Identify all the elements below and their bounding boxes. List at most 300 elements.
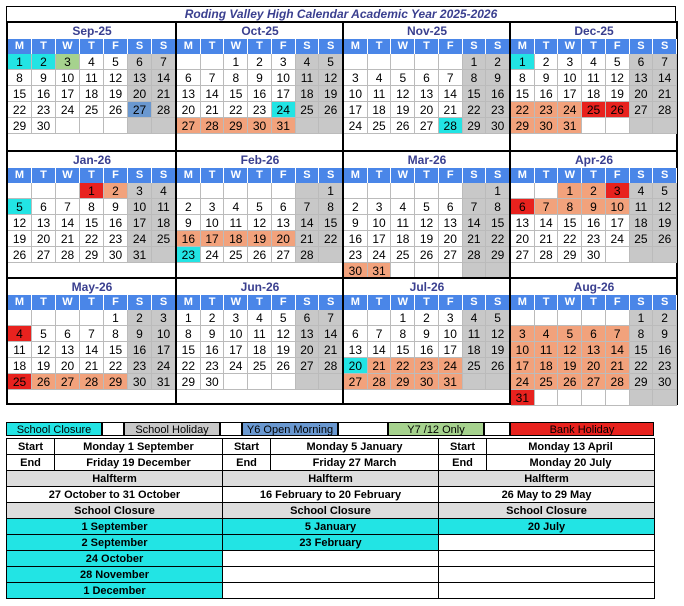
empty-day-cell bbox=[272, 374, 296, 390]
weekday-label: W bbox=[56, 39, 80, 54]
day-cell: 24 bbox=[201, 247, 225, 263]
day-cell: 15 bbox=[104, 342, 128, 358]
day-cell: 7 bbox=[535, 199, 559, 215]
day-cell: 26 bbox=[8, 247, 32, 263]
start-label: Start bbox=[7, 439, 55, 455]
weekday-label: T bbox=[368, 39, 392, 54]
day-cell: 18 bbox=[368, 102, 392, 118]
weekday-label: M bbox=[511, 39, 535, 54]
day-cell: 3 bbox=[201, 199, 225, 215]
empty-day-cell bbox=[558, 310, 582, 326]
day-cell: 31 bbox=[439, 374, 463, 390]
empty-cell bbox=[223, 567, 439, 583]
day-cell: 12 bbox=[104, 70, 128, 86]
day-cell: 10 bbox=[439, 326, 463, 342]
day-cell: 21 bbox=[439, 102, 463, 118]
day-cell: 23 bbox=[582, 231, 606, 247]
day-cell: 25 bbox=[80, 102, 104, 118]
day-cell: 11 bbox=[391, 215, 415, 231]
month-name: May-26 bbox=[71, 280, 113, 294]
empty-day-cell bbox=[558, 390, 582, 406]
day-cell: 24 bbox=[56, 102, 80, 118]
day-cell: 20 bbox=[439, 231, 463, 247]
day-cell: 10 bbox=[56, 70, 80, 86]
weekday-label: M bbox=[511, 168, 535, 183]
weekday-label: T bbox=[415, 168, 439, 183]
day-cell: 22 bbox=[8, 102, 32, 118]
day-cell: 8 bbox=[486, 199, 510, 215]
empty-day-cell bbox=[535, 310, 559, 326]
empty-day-cell bbox=[296, 118, 320, 134]
day-cell: 7 bbox=[368, 326, 392, 342]
weekday-label: W bbox=[558, 168, 582, 183]
day-cell: 9 bbox=[201, 326, 225, 342]
weekday-label: M bbox=[177, 39, 201, 54]
term1-closure: 1 September bbox=[7, 519, 223, 535]
halfterm-header: Halfterm bbox=[223, 471, 439, 487]
day-cell: 18 bbox=[296, 86, 320, 102]
day-cell: 14 bbox=[56, 215, 80, 231]
month-name: Oct-25 bbox=[241, 24, 279, 38]
weekday-header bbox=[344, 39, 510, 54]
day-cell: 13 bbox=[128, 70, 152, 86]
month-name: Mar-26 bbox=[407, 153, 447, 167]
empty-day-cell bbox=[368, 310, 392, 326]
day-cell: 8 bbox=[463, 70, 487, 86]
day-cell: 18 bbox=[582, 86, 606, 102]
day-cell: 9 bbox=[486, 70, 510, 86]
empty-day-cell bbox=[319, 118, 343, 134]
weekday-label: S bbox=[152, 168, 176, 183]
day-cell: 16 bbox=[415, 342, 439, 358]
day-cell: 2 bbox=[128, 310, 152, 326]
day-cell: 23 bbox=[104, 231, 128, 247]
day-cell: 21 bbox=[56, 231, 80, 247]
empty-day-cell bbox=[296, 183, 320, 199]
empty-day-cell bbox=[224, 183, 248, 199]
weekday-label: F bbox=[272, 168, 296, 183]
end-label: End bbox=[439, 455, 487, 471]
day-cell: 9 bbox=[344, 215, 368, 231]
day-cell: 10 bbox=[344, 86, 368, 102]
day-cell: 5 bbox=[248, 199, 272, 215]
weekday-label: T bbox=[415, 39, 439, 54]
day-cell: 16 bbox=[128, 342, 152, 358]
legend-spacer bbox=[102, 422, 124, 436]
day-cell: 11 bbox=[463, 326, 487, 342]
day-cell: 5 bbox=[606, 54, 630, 70]
day-cell: 17 bbox=[128, 215, 152, 231]
empty-day-cell bbox=[296, 374, 320, 390]
day-cell: 12 bbox=[272, 326, 296, 342]
day-cell: 21 bbox=[152, 86, 176, 102]
day-cell: 20 bbox=[415, 102, 439, 118]
weekday-label: S bbox=[128, 39, 152, 54]
day-cell: 15 bbox=[8, 86, 32, 102]
day-cell: 24 bbox=[344, 118, 368, 134]
day-cell: 29 bbox=[463, 118, 487, 134]
legend-spacer bbox=[484, 422, 510, 436]
day-cell: 13 bbox=[177, 86, 201, 102]
day-cell: 26 bbox=[32, 374, 56, 390]
day-cell: 23 bbox=[653, 358, 677, 374]
empty-day-cell bbox=[582, 390, 606, 406]
closure-header: School Closure bbox=[439, 503, 655, 519]
day-cell: 15 bbox=[630, 342, 654, 358]
weekday-label: S bbox=[128, 168, 152, 183]
weekday-label: T bbox=[201, 168, 225, 183]
day-cell: 28 bbox=[296, 247, 320, 263]
day-cell: 28 bbox=[56, 247, 80, 263]
day-cell: 14 bbox=[152, 70, 176, 86]
day-cell: 8 bbox=[630, 326, 654, 342]
day-cell: 15 bbox=[486, 215, 510, 231]
day-cell: 14 bbox=[463, 215, 487, 231]
weekday-label: T bbox=[248, 295, 272, 310]
day-cell: 3 bbox=[439, 310, 463, 326]
day-grid bbox=[177, 54, 343, 134]
weekday-label: T bbox=[248, 168, 272, 183]
empty-day-cell bbox=[344, 310, 368, 326]
day-cell: 31 bbox=[368, 263, 392, 279]
weekday-label: S bbox=[296, 168, 320, 183]
day-cell: 29 bbox=[630, 374, 654, 390]
empty-day-cell bbox=[224, 374, 248, 390]
day-cell: 12 bbox=[606, 70, 630, 86]
day-cell: 24 bbox=[606, 231, 630, 247]
weekday-label: T bbox=[582, 39, 606, 54]
day-cell: 3 bbox=[368, 199, 392, 215]
day-cell: 5 bbox=[32, 326, 56, 342]
empty-cell bbox=[439, 551, 655, 567]
day-cell: 29 bbox=[104, 374, 128, 390]
weekday-header bbox=[8, 168, 176, 183]
empty-day-cell bbox=[630, 390, 654, 406]
day-cell: 13 bbox=[272, 215, 296, 231]
day-cell: 29 bbox=[224, 118, 248, 134]
day-cell: 5 bbox=[104, 54, 128, 70]
day-cell: 11 bbox=[630, 199, 654, 215]
day-cell: 5 bbox=[558, 326, 582, 342]
weekday-label: S bbox=[630, 39, 654, 54]
day-cell: 23 bbox=[248, 102, 272, 118]
day-cell: 19 bbox=[319, 86, 343, 102]
closure-header: School Closure bbox=[223, 503, 439, 519]
weekday-header bbox=[511, 295, 677, 310]
day-cell: 8 bbox=[391, 326, 415, 342]
day-cell: 3 bbox=[344, 70, 368, 86]
day-cell: 3 bbox=[272, 54, 296, 70]
day-cell: 12 bbox=[319, 70, 343, 86]
day-cell: 27 bbox=[511, 247, 535, 263]
day-cell: 22 bbox=[511, 102, 535, 118]
day-cell: 5 bbox=[653, 183, 677, 199]
day-cell: 27 bbox=[630, 102, 654, 118]
day-cell: 8 bbox=[80, 199, 104, 215]
day-cell: 12 bbox=[8, 215, 32, 231]
day-cell: 17 bbox=[606, 215, 630, 231]
day-cell: 6 bbox=[415, 70, 439, 86]
day-cell: 24 bbox=[152, 358, 176, 374]
empty-day-cell bbox=[80, 310, 104, 326]
weekday-label: S bbox=[319, 168, 343, 183]
empty-day-cell bbox=[415, 54, 439, 70]
day-cell: 15 bbox=[177, 342, 201, 358]
day-cell: 29 bbox=[80, 247, 104, 263]
day-cell: 4 bbox=[248, 310, 272, 326]
day-cell: 28 bbox=[653, 102, 677, 118]
day-cell: 30 bbox=[415, 374, 439, 390]
term2-end: Friday 27 March bbox=[271, 455, 439, 471]
empty-day-cell bbox=[152, 118, 176, 134]
day-cell: 4 bbox=[535, 326, 559, 342]
empty-day-cell bbox=[56, 310, 80, 326]
day-cell: 26 bbox=[653, 231, 677, 247]
month-dec-25 bbox=[509, 23, 677, 150]
day-cell: 24 bbox=[511, 374, 535, 390]
day-cell: 13 bbox=[344, 342, 368, 358]
empty-day-cell bbox=[8, 310, 32, 326]
day-grid bbox=[511, 54, 677, 134]
day-cell: 26 bbox=[606, 102, 630, 118]
weekday-label: S bbox=[653, 295, 677, 310]
day-cell: 9 bbox=[653, 326, 677, 342]
day-cell: 6 bbox=[511, 199, 535, 215]
day-cell: 4 bbox=[224, 199, 248, 215]
day-cell: 23 bbox=[177, 247, 201, 263]
month-oct-25 bbox=[175, 23, 343, 150]
day-cell: 28 bbox=[368, 374, 392, 390]
weekday-label: M bbox=[8, 295, 32, 310]
empty-day-cell bbox=[653, 118, 677, 134]
end-label: End bbox=[223, 455, 271, 471]
weekday-header bbox=[344, 295, 510, 310]
day-cell: 2 bbox=[653, 310, 677, 326]
day-cell: 30 bbox=[653, 374, 677, 390]
day-cell: 2 bbox=[486, 54, 510, 70]
day-cell: 16 bbox=[248, 86, 272, 102]
empty-day-cell bbox=[272, 183, 296, 199]
day-cell: 29 bbox=[177, 374, 201, 390]
day-cell: 17 bbox=[344, 102, 368, 118]
day-cell: 25 bbox=[248, 358, 272, 374]
weekday-label: T bbox=[368, 168, 392, 183]
month-name: Jan-26 bbox=[72, 153, 112, 167]
month-jun-26 bbox=[175, 277, 343, 404]
day-cell: 27 bbox=[56, 374, 80, 390]
weekday-header bbox=[511, 168, 677, 183]
day-cell: 2 bbox=[177, 199, 201, 215]
day-cell: 8 bbox=[8, 70, 32, 86]
day-cell: 25 bbox=[224, 247, 248, 263]
day-cell: 5 bbox=[486, 310, 510, 326]
day-cell: 6 bbox=[439, 199, 463, 215]
weekday-label: T bbox=[80, 168, 104, 183]
day-cell: 28 bbox=[439, 118, 463, 134]
term2-halfterm: 16 February to 20 February bbox=[223, 487, 439, 503]
month-may-26 bbox=[8, 277, 176, 404]
weekday-label: M bbox=[177, 168, 201, 183]
day-cell: 8 bbox=[558, 199, 582, 215]
empty-day-cell bbox=[630, 118, 654, 134]
month-name: Feb-26 bbox=[240, 153, 280, 167]
empty-day-cell bbox=[56, 183, 80, 199]
weekday-label: M bbox=[8, 168, 32, 183]
day-cell: 19 bbox=[391, 102, 415, 118]
day-cell: 14 bbox=[201, 86, 225, 102]
empty-day-cell bbox=[463, 374, 487, 390]
day-cell: 22 bbox=[630, 358, 654, 374]
day-cell: 21 bbox=[368, 358, 392, 374]
day-cell: 29 bbox=[558, 247, 582, 263]
day-cell: 8 bbox=[319, 199, 343, 215]
day-cell: 4 bbox=[463, 310, 487, 326]
day-cell: 15 bbox=[511, 86, 535, 102]
empty-day-cell bbox=[535, 183, 559, 199]
empty-day-cell bbox=[486, 374, 510, 390]
weekday-header bbox=[177, 39, 343, 54]
empty-day-cell bbox=[344, 54, 368, 70]
day-cell: 19 bbox=[486, 342, 510, 358]
empty-day-cell bbox=[201, 54, 225, 70]
day-cell: 14 bbox=[606, 342, 630, 358]
day-cell: 28 bbox=[606, 374, 630, 390]
weekday-label: M bbox=[344, 295, 368, 310]
weekday-label: M bbox=[344, 168, 368, 183]
term1-closure: 1 December bbox=[7, 583, 223, 599]
month-jan-26 bbox=[8, 150, 176, 277]
day-cell: 6 bbox=[630, 54, 654, 70]
day-cell: 11 bbox=[296, 70, 320, 86]
day-grid bbox=[344, 54, 510, 134]
weekday-label: T bbox=[201, 39, 225, 54]
empty-day-cell bbox=[104, 118, 128, 134]
month-name: Apr-26 bbox=[574, 153, 613, 167]
day-cell: 10 bbox=[368, 215, 392, 231]
weekday-label: F bbox=[439, 39, 463, 54]
empty-day-cell bbox=[415, 183, 439, 199]
legend-y6-open-morning: Y6 Open Morning bbox=[242, 422, 338, 436]
weekday-label: S bbox=[653, 168, 677, 183]
empty-day-cell bbox=[630, 247, 654, 263]
day-cell: 16 bbox=[344, 231, 368, 247]
weekday-label: S bbox=[319, 39, 343, 54]
day-cell: 19 bbox=[653, 215, 677, 231]
day-cell: 15 bbox=[224, 86, 248, 102]
day-cell: 13 bbox=[511, 215, 535, 231]
day-cell: 14 bbox=[439, 86, 463, 102]
day-grid bbox=[511, 310, 677, 406]
day-cell: 18 bbox=[535, 358, 559, 374]
day-cell: 1 bbox=[177, 310, 201, 326]
day-cell: 23 bbox=[32, 102, 56, 118]
start-label: Start bbox=[439, 439, 487, 455]
day-cell: 16 bbox=[486, 86, 510, 102]
empty-day-cell bbox=[201, 183, 225, 199]
weekday-label: T bbox=[201, 295, 225, 310]
day-cell: 2 bbox=[248, 54, 272, 70]
day-cell: 17 bbox=[152, 342, 176, 358]
month-nov-25 bbox=[342, 23, 510, 150]
term-dates-table bbox=[6, 438, 655, 599]
weekday-label: S bbox=[486, 295, 510, 310]
day-cell: 28 bbox=[463, 247, 487, 263]
closure-header: School Closure bbox=[7, 503, 223, 519]
day-cell: 2 bbox=[582, 183, 606, 199]
day-cell: 23 bbox=[128, 358, 152, 374]
day-cell: 9 bbox=[535, 70, 559, 86]
day-cell: 30 bbox=[201, 374, 225, 390]
day-cell: 12 bbox=[653, 199, 677, 215]
day-cell: 9 bbox=[248, 70, 272, 86]
day-cell: 24 bbox=[368, 247, 392, 263]
day-cell: 19 bbox=[606, 86, 630, 102]
day-cell: 22 bbox=[486, 231, 510, 247]
day-cell: 21 bbox=[535, 231, 559, 247]
day-cell: 13 bbox=[630, 70, 654, 86]
day-cell: 1 bbox=[463, 54, 487, 70]
empty-day-cell bbox=[32, 183, 56, 199]
day-cell: 9 bbox=[32, 70, 56, 86]
day-cell: 14 bbox=[80, 342, 104, 358]
day-cell: 13 bbox=[56, 342, 80, 358]
day-cell: 6 bbox=[56, 326, 80, 342]
day-cell: 27 bbox=[439, 247, 463, 263]
day-cell: 20 bbox=[56, 358, 80, 374]
empty-day-cell bbox=[56, 118, 80, 134]
day-grid bbox=[511, 183, 677, 263]
day-cell: 16 bbox=[201, 342, 225, 358]
day-cell: 20 bbox=[177, 102, 201, 118]
day-cell: 19 bbox=[8, 231, 32, 247]
weekday-label: T bbox=[248, 39, 272, 54]
empty-cell bbox=[223, 551, 439, 567]
term3-start: Monday 13 April bbox=[487, 439, 655, 455]
day-cell: 21 bbox=[606, 358, 630, 374]
day-cell: 12 bbox=[248, 215, 272, 231]
day-cell: 6 bbox=[177, 70, 201, 86]
day-cell: 26 bbox=[104, 102, 128, 118]
term1-end: Friday 19 December bbox=[55, 455, 223, 471]
weekday-label: S bbox=[463, 39, 487, 54]
empty-day-cell bbox=[8, 183, 32, 199]
day-cell: 2 bbox=[535, 54, 559, 70]
day-grid bbox=[8, 310, 176, 390]
day-cell: 6 bbox=[582, 326, 606, 342]
legend-spacer bbox=[220, 422, 242, 436]
day-cell: 27 bbox=[177, 118, 201, 134]
weekday-label: W bbox=[391, 295, 415, 310]
month-apr-26 bbox=[509, 150, 677, 277]
day-cell: 6 bbox=[128, 54, 152, 70]
day-cell: 3 bbox=[558, 54, 582, 70]
day-cell: 2 bbox=[201, 310, 225, 326]
day-cell: 21 bbox=[653, 86, 677, 102]
day-cell: 23 bbox=[535, 102, 559, 118]
weekday-label: S bbox=[653, 39, 677, 54]
day-cell: 7 bbox=[653, 54, 677, 70]
day-cell: 12 bbox=[415, 215, 439, 231]
weekday-label: T bbox=[80, 39, 104, 54]
day-cell: 10 bbox=[606, 199, 630, 215]
empty-cell bbox=[439, 583, 655, 599]
day-grid bbox=[344, 310, 510, 390]
month-jul-26 bbox=[342, 277, 510, 404]
day-cell: 25 bbox=[8, 374, 32, 390]
day-cell: 9 bbox=[415, 326, 439, 342]
day-cell: 4 bbox=[630, 183, 654, 199]
day-cell: 17 bbox=[439, 342, 463, 358]
